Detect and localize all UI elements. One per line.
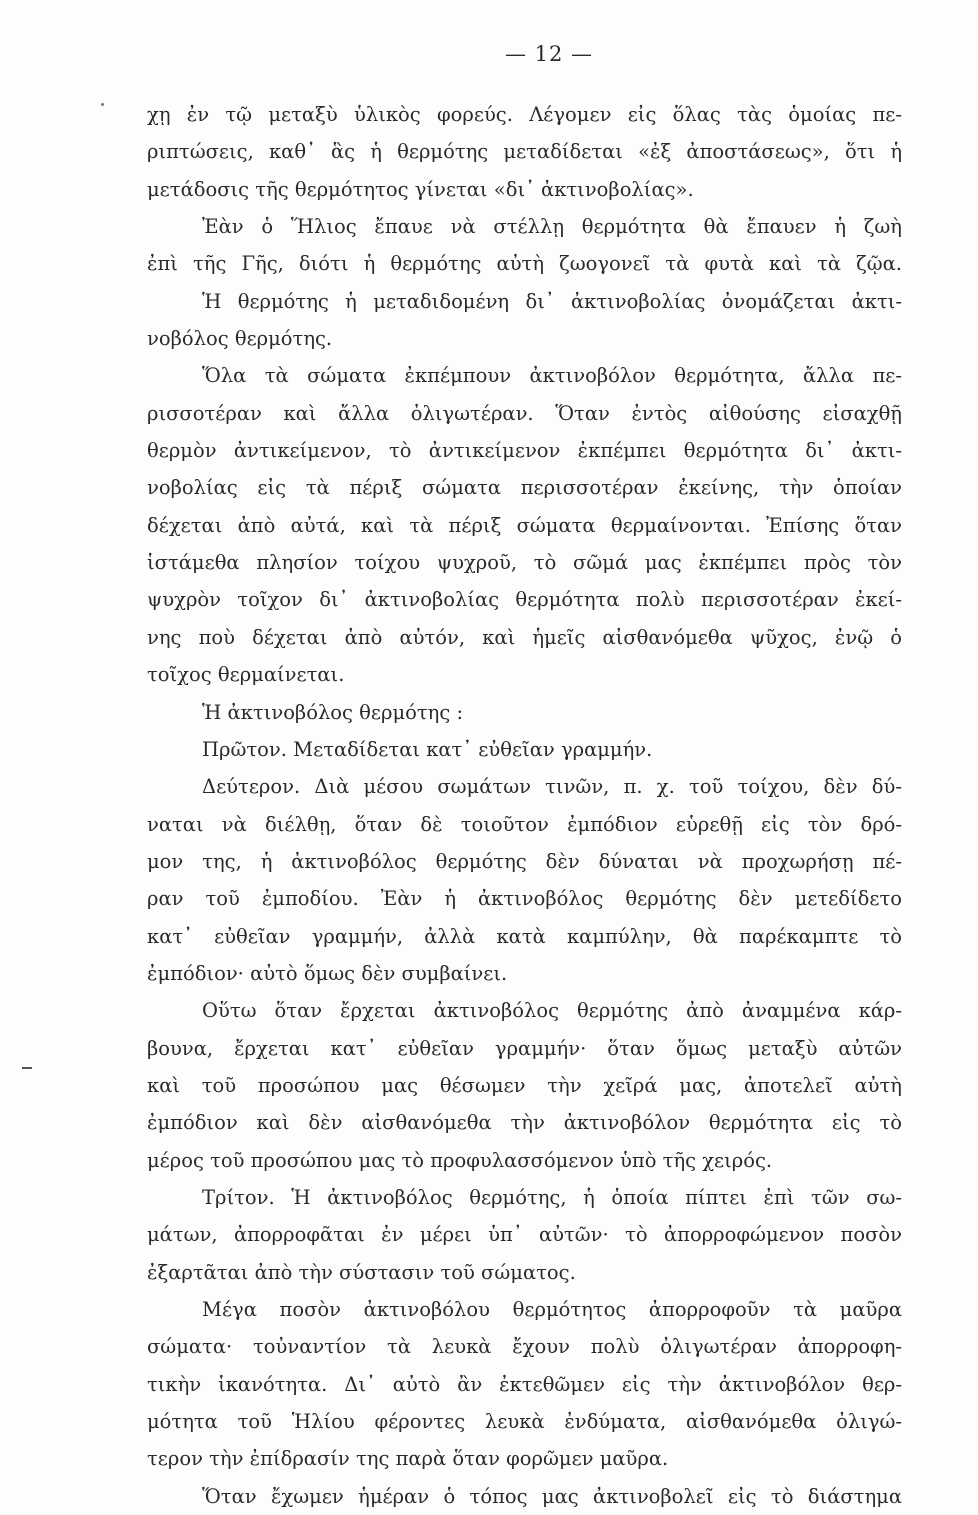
text-line: δέχεται ἀπὸ αὐτά, καὶ τὰ πέριξ σώματα θερμαίνονται. Ἐπίσης ὅταν [147,513,902,537]
text-line: θερμὸν ἀντικείμενον, τὸ ἀντικείμενον ἐκπέμπει θερμότητα δι᾽ ἀκτι- [147,439,902,463]
text-line: νοβόλος θερμότης. [147,327,333,351]
text-line: τερον τὴν ἐπίδρασίν της παρὰ ὅταν φορῶμεν μαῦρα. [147,1447,669,1471]
text-line: μον της, ἡ ἀκτινοβόλος θερμότης δὲν δύναται νὰ προχωρήσῃ πέ- [147,849,902,873]
text-line: ναται νὰ διέλθῃ, ὅταν δὲ τοιοῦτον ἐμπόδιον εὑρεθῇ εἰς τὸν δρό- [147,812,902,836]
text-line: χῃ ἐν τῷ μεταξὺ ὑλικὸς φορεύς. Λέγομεν εἰς ὅλας τὰς ὁμοίας πε- [147,103,902,126]
text-line: κατ᾽ εὐθεῖαν γραμμήν, ἀλλὰ κατὰ καμπύλην, θὰ παρέκαμπτε τὸ [147,924,902,948]
text-line: Οὕτω ὅταν ἔρχεται ἀκτινοβόλος θερμότης ἀπὸ ἀναμμένα κάρ- [202,999,902,1023]
text-line: νης ποὺ δέχεται ἀπὸ αὐτόν, καὶ ἡμεῖς αἰσθανόμεθα ψῦχος, ἐνῷ ὁ [147,625,902,649]
text-line: Ὅλα τὰ σώματα ἐκπέμπουν ἀκτινοβόλον θερμότητα, ἄλλα πε- [202,364,902,388]
margin-mark [22,1067,32,1069]
text-line: Δεύτερον. Διὰ μέσου σωμάτων τινῶν, π. χ. τοῦ τοίχου, δὲν δύ- [202,775,902,799]
text-line: μάτων, ἀπορροφᾶται ἐν μέρει ὑπ᾽ αὐτῶν· τὸ ἀπορροφώμενον ποσὸν [147,1223,902,1247]
text-line: Ἡ θερμότης ἡ μεταδιδομένη δι᾽ ἀκτινοβολίας ὀνομάζεται ἀκτι- [202,289,902,313]
text-line: βουνα, ἔρχεται κατ᾽ εὐθεῖαν γραμμήν· ὅταν ὅμως μεταξὺ αὐτῶν [147,1036,902,1060]
body-text [147,96,902,1515]
text-line: μότητα τοῦ Ἡλίου φέροντες λευκὰ ἐνδύματα, αἰσθανόμεθα ὀλιγώ- [147,1410,902,1434]
margin-dot [101,103,104,106]
text-line: ἐπὶ τῆς Γῆς, διότι ἡ θερμότης αὐτὴ ζωογονεῖ τὰ φυτὰ καὶ τὰ ζῷα. [147,252,902,276]
text-line: ἐμπόδιον· αὐτὸ ὅμως δὲν συμβαίνει. [147,961,508,985]
text-line: τοῖχος θερμαίνεται. [147,663,345,687]
text-line: καὶ τοῦ προσώπου μας θέσωμεν τὴν χεῖρά μας, ἀποτελεῖ αὐτὴ [147,1073,902,1097]
text-line: Πρῶτον. Μεταδίδεται κατ᾽ εὐθεῖαν γραμμήν. [202,737,653,761]
text-line: Ἡ ἀκτινοβόλος θερμότης : [202,700,464,724]
text-line: Τρίτον. Ἡ ἀκτινοβόλος θερμότης, ἡ ὁποία πίπτει ἐπὶ τῶν σω- [202,1185,902,1209]
text-line: τικὴν ἱκανότητα. Δι᾽ αὐτὸ ἂν ἐκτεθῶμεν εἰς τὴν ἀκτινοβόλον θερ- [147,1372,902,1396]
text-line: ἐμπόδιον καὶ δὲν αἰσθανόμεθα τὴν ἀκτινοβόλον θερμότητα εἰς τὸ [147,1111,902,1135]
text-line: σώματα· τοὐναντίον τὰ λευκὰ ἔχουν πολὺ ὀλιγωτέραν ἀπορροφη- [147,1335,902,1359]
page-number: — 12 — [504,42,594,66]
text-line: Ὅταν ἔχωμεν ἡμέραν ὁ τόπος μας ἀκτινοβολεῖ εἰς τὸ διάστημα [202,1484,902,1508]
text-line: Μέγα ποσὸν ἀκτινοβόλου θερμότητος ἀπορροφοῦν τὰ μαῦρα [202,1298,902,1321]
text-line: μετάδοσις τῆς θερμότητος γίνεται «δι᾽ ἀκτινοβολίας». [147,177,694,201]
text-line: ψυχρὸν τοῖχον δι᾽ ἀκτινοβολίας θερμότητα πολὺ περισσοτέραν ἐκεί- [147,588,902,612]
text-line: μέρος τοῦ προσώπου μας τὸ προφυλασσόμενον ὑπὸ τῆς χειρός. [147,1148,773,1172]
text-line: ἐξαρτᾶται ἀπὸ τὴν σύστασιν τοῦ σώματος. [147,1260,576,1284]
text-line: ραν τοῦ ἐμποδίου. Ἐὰν ἡ ἀκτινοβόλος θερμότης δὲν μετεδίδετο [147,887,902,911]
text-line: Ἐὰν ὁ Ἥλιος ἔπαυε νὰ στέλλῃ θερμότητα θὰ ἔπαυεν ἡ ζωὴ [202,215,902,239]
text-line: ριπτώσεις, καθ᾽ ἃς ἡ θερμότης μεταδίδεται «ἐξ ἀποστάσεως», ὅτι ἡ [147,140,902,164]
text-line: νοβολίας εἰς τὰ πέριξ σώματα περισσοτέραν ἐκείνης, τὴν ὁποίαν [147,476,902,500]
text-line: ἱστάμεθα πλησίον τοίχου ψυχροῦ, τὸ σῶμά μας ἐκπέμπει πρὸς τὸν [147,551,902,575]
text-line: ρισσοτέραν καὶ ἄλλα ὀλιγωτέραν. Ὅταν ἐντὸς αἰθούσης εἰσαχθῇ [147,401,902,425]
